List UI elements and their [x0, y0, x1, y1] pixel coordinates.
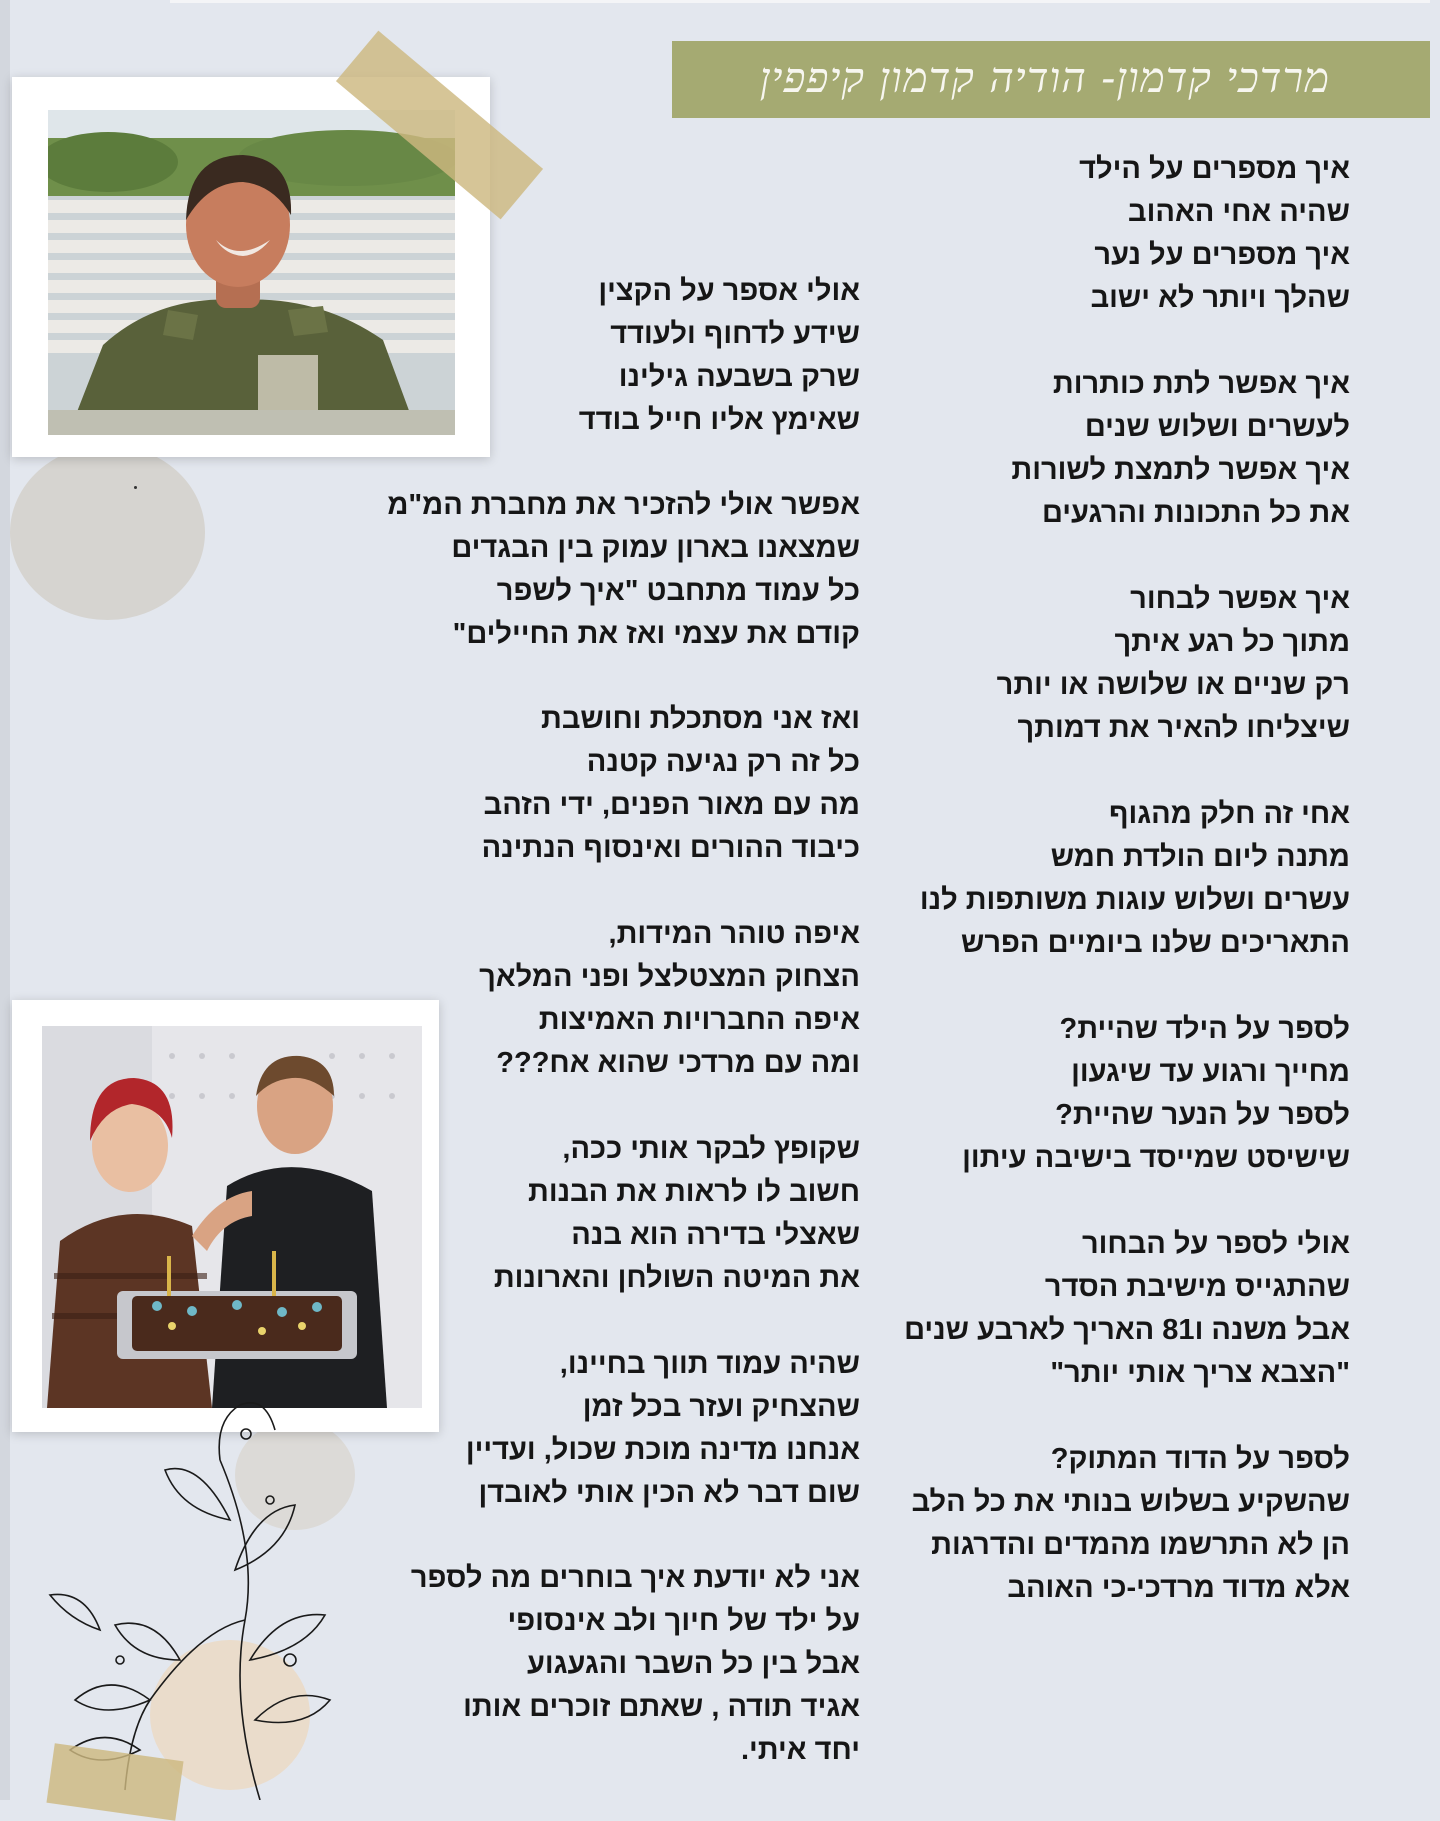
stanza [962, 1008, 1350, 1180]
stanza [411, 1557, 860, 1772]
poem-line: לספר על הילד שהיית? [1059, 1013, 1350, 1045]
poem-line: איפה החברויות האמיצות [538, 1004, 860, 1036]
poem-line: שאימץ אליו חייל בודד [578, 404, 860, 436]
poem-line: ומה עם מרדכי שהוא אח??? [496, 1047, 860, 1079]
poem-line: אפשר אולי להזכיר את מחברת המ"מ [387, 489, 860, 521]
poem-line: אבל משנה ו81 האריך לארבע שנים [904, 1314, 1350, 1346]
page-title: מרדכי קדמון- הודיה קדמון קיפפין [759, 53, 1330, 102]
speck [134, 486, 137, 489]
poem-line: שיצליחו להאיר את דמותך [1017, 712, 1350, 744]
poem-line: כל עמוד מתחבט "איך לשפר [496, 575, 860, 607]
stanza [904, 1223, 1350, 1395]
page-left-edge [0, 0, 10, 1800]
stanza [482, 698, 860, 870]
poem-line: "הצבא צריך אותי יותר" [1050, 1357, 1350, 1389]
poem-line: איך מספרים על הילד [1079, 153, 1350, 185]
poem-line: כיבוד ההורים ואינסוף הנתינה [481, 832, 860, 864]
stanza [1079, 148, 1350, 320]
poem-line: שידע לדחוף ולעודד [610, 318, 860, 350]
poem-line: אולי לספר על הבחור [1081, 1228, 1350, 1260]
poem-line: איך אפשר לבחור [1130, 583, 1350, 615]
floral-line-drawing [30, 1400, 350, 1800]
poem-line: שמצאנו בארון עמוק בין הבגדים [451, 532, 860, 564]
poem-line: אבל בין כל השבר והגעגוע [526, 1648, 860, 1680]
poem-line: שישיסט שמייסד בישיבה עיתון [962, 1142, 1350, 1174]
stanza [1011, 363, 1350, 535]
stanza [494, 1128, 860, 1300]
poem-line: אולי אספר על הקצין [598, 275, 860, 307]
stanza [997, 578, 1350, 750]
poem-line: את המיטה השולחן והארונות [493, 1262, 860, 1294]
poem-line: מתנה ליום הולדת חמש [1050, 841, 1350, 873]
poem-line: אלא מדוד מרדכי-כי האוהב [1007, 1572, 1350, 1604]
poem-line: הן לא התרשמו מהמדים והדרגות [931, 1529, 1350, 1561]
poem-line: שקופץ לבקר אותי ככה, [562, 1133, 860, 1165]
poem-line: שאצלי בדירה הוא בנה [571, 1219, 860, 1251]
poem-line: לספר על הדוד המתוק? [1050, 1443, 1350, 1475]
poem-line: יחד איתי. [741, 1734, 860, 1766]
poem-line: איפה טוהר המידות, [608, 918, 860, 950]
poem-line: ואז אני מסתכלת וחושבת [541, 703, 860, 735]
poem-line: רק שניים או שלושה או יותר [996, 669, 1350, 701]
poem-line: הצחוק המצטלצל ופני המלאך [479, 961, 860, 993]
stanza [920, 793, 1350, 965]
photo-soldier [48, 110, 455, 435]
poem-line: שהיה אחי האהוב [1128, 196, 1350, 228]
poem-line: שהיה עמוד תווך בחיינו, [559, 1348, 860, 1380]
poem-line: איך מספרים על נער [1094, 239, 1350, 271]
poem-line: שהתגייס מישיבת הסדר [1044, 1271, 1350, 1303]
poem-line: לספר על הנער שהיית? [1055, 1099, 1350, 1131]
gray-paint-blob [10, 445, 205, 620]
poem-line: אני לא יודעת איך בוחרים מה לספר [410, 1562, 860, 1594]
poem-line: איך אפשר לתת כותרות [1052, 368, 1350, 400]
stanza [387, 484, 860, 656]
poem-line: מתוך כל רגע איתך [1114, 626, 1350, 658]
page-top-line [170, 0, 1430, 3]
poem-line: שהצחיק ועזר בכל זמן [582, 1391, 860, 1423]
poem-line: שהלך ויותר לא ישוב [1090, 282, 1350, 314]
poem-line: אנחנו מדינה מוכת שכול, ועדיין [465, 1434, 860, 1466]
stanza [479, 913, 860, 1085]
stanza [466, 1343, 860, 1515]
photo-frame-siblings [12, 1000, 439, 1432]
poem-line: אחי זה חלק מהגוף [1108, 798, 1350, 830]
poem-line: אגיד תודה , שאתם זוכרים אותו [463, 1691, 860, 1723]
poem-line: כל זה רק נגיעה קטנה [586, 746, 860, 778]
poem-line: שרק בשבעה גילינו [618, 361, 860, 393]
photo-siblings-with-cake [42, 1026, 422, 1408]
poem-line: את כל התכונות והרגעים [1042, 497, 1350, 529]
poem-line: חשוב לו לראות את הבנות [528, 1176, 860, 1208]
stanza [579, 270, 860, 442]
stanza [912, 1438, 1350, 1610]
poem-line: מה עם מאור הפנים, ידי הזהב [483, 789, 860, 821]
poem-line: לעשרים ושלוש שנים [1084, 411, 1350, 443]
poem-line: התאריכים שלנו ביומיים הפרש [960, 927, 1350, 959]
poem-line: שום דבר לא הכין אותי לאובדן [478, 1477, 860, 1509]
poem-line: שהשקיע בשלוש בנותי את כל הלב [911, 1486, 1350, 1518]
poem-line: קודם את עצמי ואז את החיילים" [452, 618, 860, 650]
title-banner [672, 41, 1430, 118]
poem-line: מחייך ורגוע עד שיגעון [1071, 1056, 1350, 1088]
poem-line: עשרים ושלוש עוגות משותפות לנו [919, 884, 1350, 916]
poem-line: על ילד של חיוך ולב אינסופי [507, 1605, 860, 1637]
poem-line: איך אפשר לתמצת לשורות [1011, 454, 1350, 486]
